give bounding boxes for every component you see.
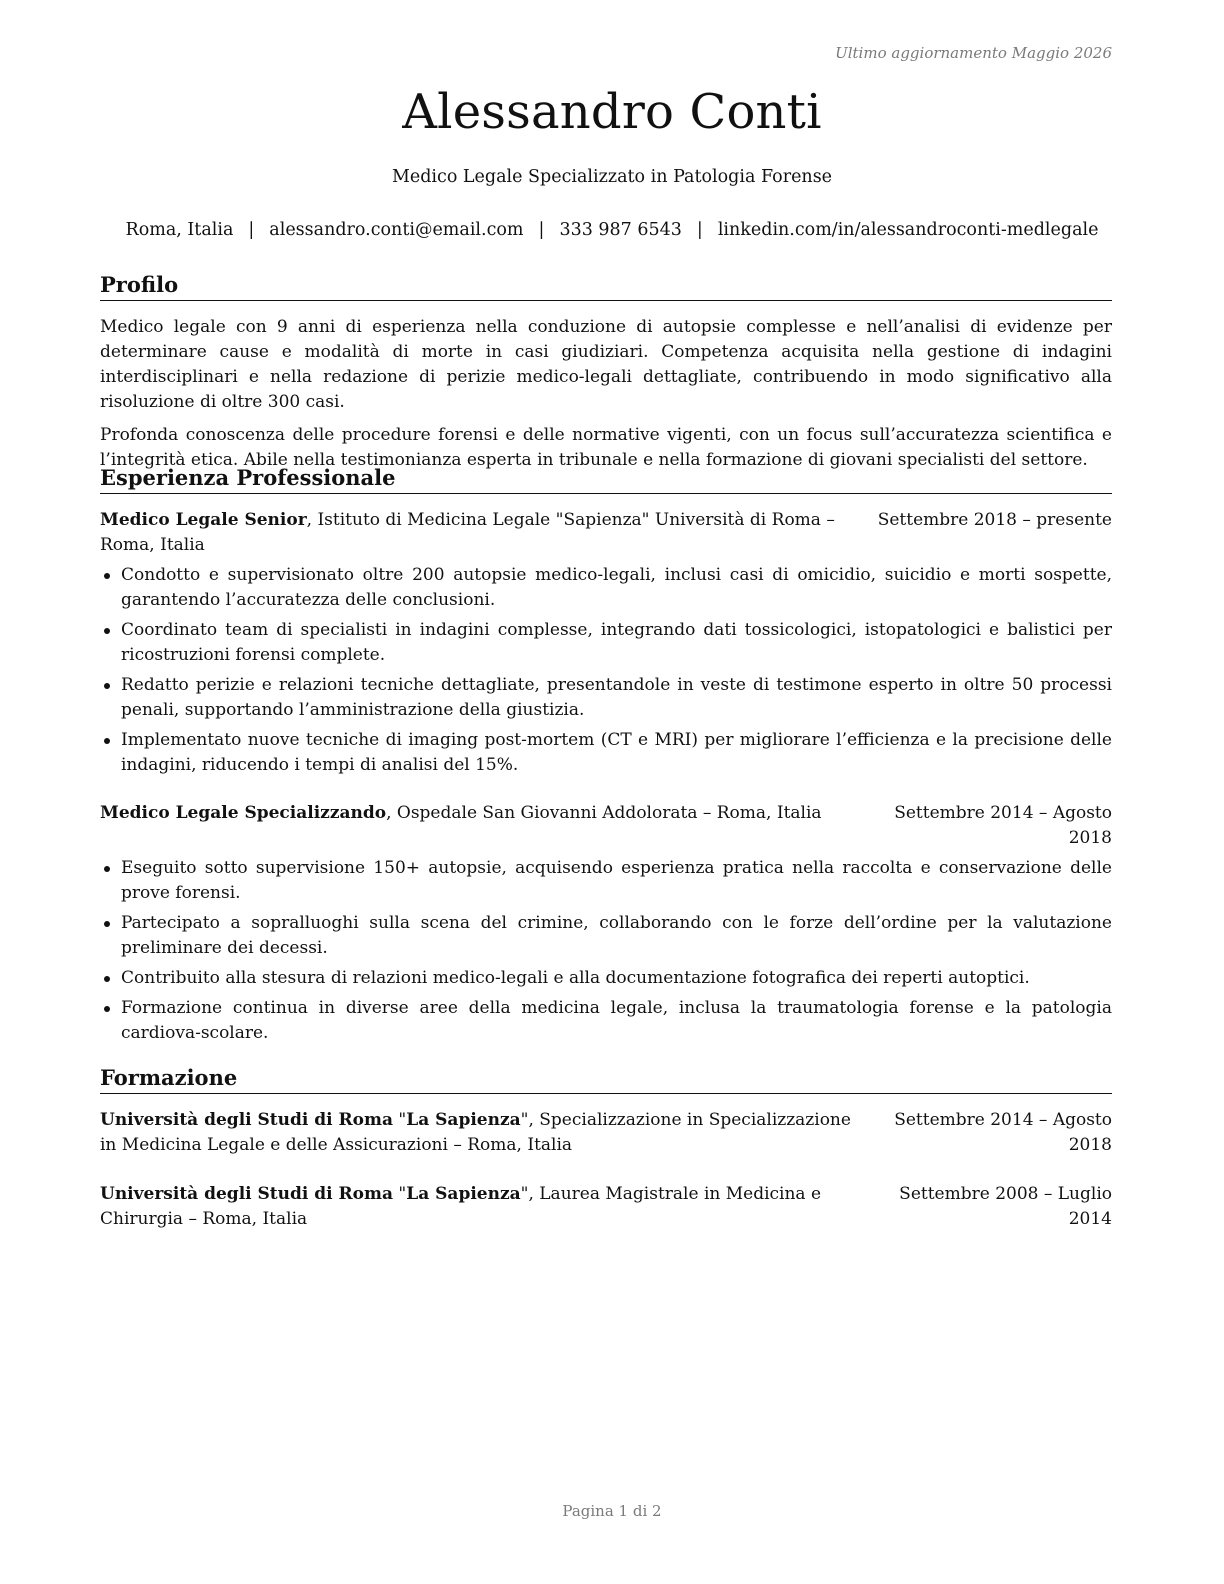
job-header	[100, 801, 1112, 851]
school-name: Università degli Studi di Roma	[100, 1110, 394, 1130]
contact-location: Roma, Italia	[125, 220, 234, 240]
school-name-quoted: La Sapienza	[406, 1110, 521, 1130]
contact-line	[0, 220, 1224, 240]
job-bullet: Eseguito sotto supervisione 150+ autopsie, acquisendo esperienza pratica nella raccolta e conservazione delle prove forensi.	[100, 856, 1112, 906]
page-number: Pagina 1 di 2	[562, 1502, 662, 1520]
job-dates: Settembre 2018 – presente	[877, 510, 1112, 530]
section-title-experience: Esperienza Professionale	[100, 465, 1112, 494]
candidate-name: Alessandro Conti	[402, 84, 822, 140]
job-bullet: Implementato nuove tecniche di imaging post-mortem (CT e MRI) per migliorare l’efficienza e la precisione delle indagini, riducendo i tempi di analisi del 15%.	[100, 728, 1112, 778]
job-role: Medico Legale Specializzando	[100, 803, 387, 823]
school-name-quoted: La Sapienza	[406, 1184, 521, 1204]
job-entry	[100, 508, 1112, 778]
job-bullets	[100, 563, 1112, 778]
school-name: Università degli Studi di Roma	[100, 1184, 394, 1204]
profile-paragraph: Profonda conoscenza delle procedure forensi e delle normative vigenti, con un focus sull’accuratezza scientifica e l’integrità etica. Abile nella testimonianza esperta in tribunale e nella formazione di giovani specialisti del settore.	[100, 425, 1112, 470]
job-dates: Settembre 2014 – Agosto 2018	[894, 803, 1112, 848]
candidate-subtitle: Medico Legale Specializzato in Patologia Forense	[391, 167, 833, 187]
education-degree: ", Specializzazione in Specializzazione in Medicina Legale e delle Assicurazioni – Roma, Italia	[100, 1110, 851, 1155]
education-section	[100, 1065, 1112, 1232]
education-entry	[100, 1182, 1112, 1232]
education-dates: Settembre 2014 – Agosto 2018	[894, 1110, 1112, 1155]
job-bullet: Condotto e supervisionato oltre 200 autopsie medico-legali, inclusi casi di omicidio, suicidio e morti sospette, garantendo l’accuratezza delle conclusioni.	[100, 563, 1112, 613]
education-title-line: Università degli Studi di Roma "La Sapienza", Laurea Magistrale in Medicina e Chirurgia – Roma, Italia	[100, 1184, 822, 1229]
job-bullet: Contribuito alla stesura di relazioni medico-legali e alla documentazione fotografica dei reperti autoptici.	[100, 966, 1112, 991]
contact-linkedin[interactable]: linkedin.com/in/alessandroconti-medlegale	[717, 220, 1099, 240]
section-title-education: Formazione	[100, 1065, 1112, 1094]
contact-separator: |	[538, 220, 545, 240]
profile-paragraph: Medico legale con 9 anni di esperienza nella conduzione di autopsie complesse e nell’analisi di evidenze per determinare cause e modalità di morte in casi giudiziari. Competenza acquisita nella gestione di indagini interdisciplinari e nella redazione di perizie medico-legali dettagliate, contribuendo in modo significativo alla risoluzione di oltre 300 casi.	[100, 317, 1112, 412]
education-entry	[100, 1108, 1112, 1158]
job-entry	[100, 801, 1112, 1046]
last-updated-note: Ultimo aggiornamento Maggio 2026	[835, 44, 1112, 62]
contact-separator: |	[248, 220, 255, 240]
job-bullet: Coordinato team di specialisti in indagini complesse, integrando dati tossicologici, istopatologici e balistici per ricostruzioni forensi complete.	[100, 618, 1112, 668]
job-bullet: Formazione continua in diverse aree della medicina legale, inclusa la traumatologia forense e la patologia cardiova-scolare.	[100, 996, 1112, 1046]
job-bullets	[100, 856, 1112, 1046]
job-bullet: Partecipato a sopralluoghi sulla scena del crimine, collaborando con le forze dell’ordine per la valutazione preliminare dei decessi.	[100, 911, 1112, 961]
contact-phone[interactable]: 333 987 6543	[559, 220, 682, 240]
profile-section	[100, 272, 1112, 473]
education-dates: Settembre 2008 – Luglio 2014	[899, 1184, 1112, 1229]
contact-email[interactable]: alessandro.conti@email.com	[269, 220, 524, 240]
education-degree: ", Laurea Magistrale in Medicina e Chirurgia – Roma, Italia	[100, 1184, 822, 1229]
job-title-line	[100, 801, 850, 851]
contact-separator: |	[696, 220, 703, 240]
job-title-line	[100, 508, 870, 558]
job-header	[100, 508, 1112, 558]
experience-section	[100, 465, 1112, 1046]
job-role: Medico Legale Senior	[100, 510, 307, 530]
job-organization: , Ospedale San Giovanni Addolorata – Roma, Italia	[386, 803, 822, 823]
job-bullet: Redatto perizie e relazioni tecniche dettagliate, presentandole in veste di testimone esperto in oltre 50 processi penali, supportando l’amministrazione della giustizia.	[100, 673, 1112, 723]
education-title-line: Università degli Studi di Roma "La Sapienza", Specializzazione in Specializzazione in Medicina Legale e delle Assicurazioni – Roma, Italia	[100, 1110, 851, 1155]
section-title-profile: Profilo	[100, 272, 1112, 301]
job-organization: , Istituto di Medicina Legale "Sapienza" Università di Roma – Roma, Italia	[100, 510, 835, 555]
